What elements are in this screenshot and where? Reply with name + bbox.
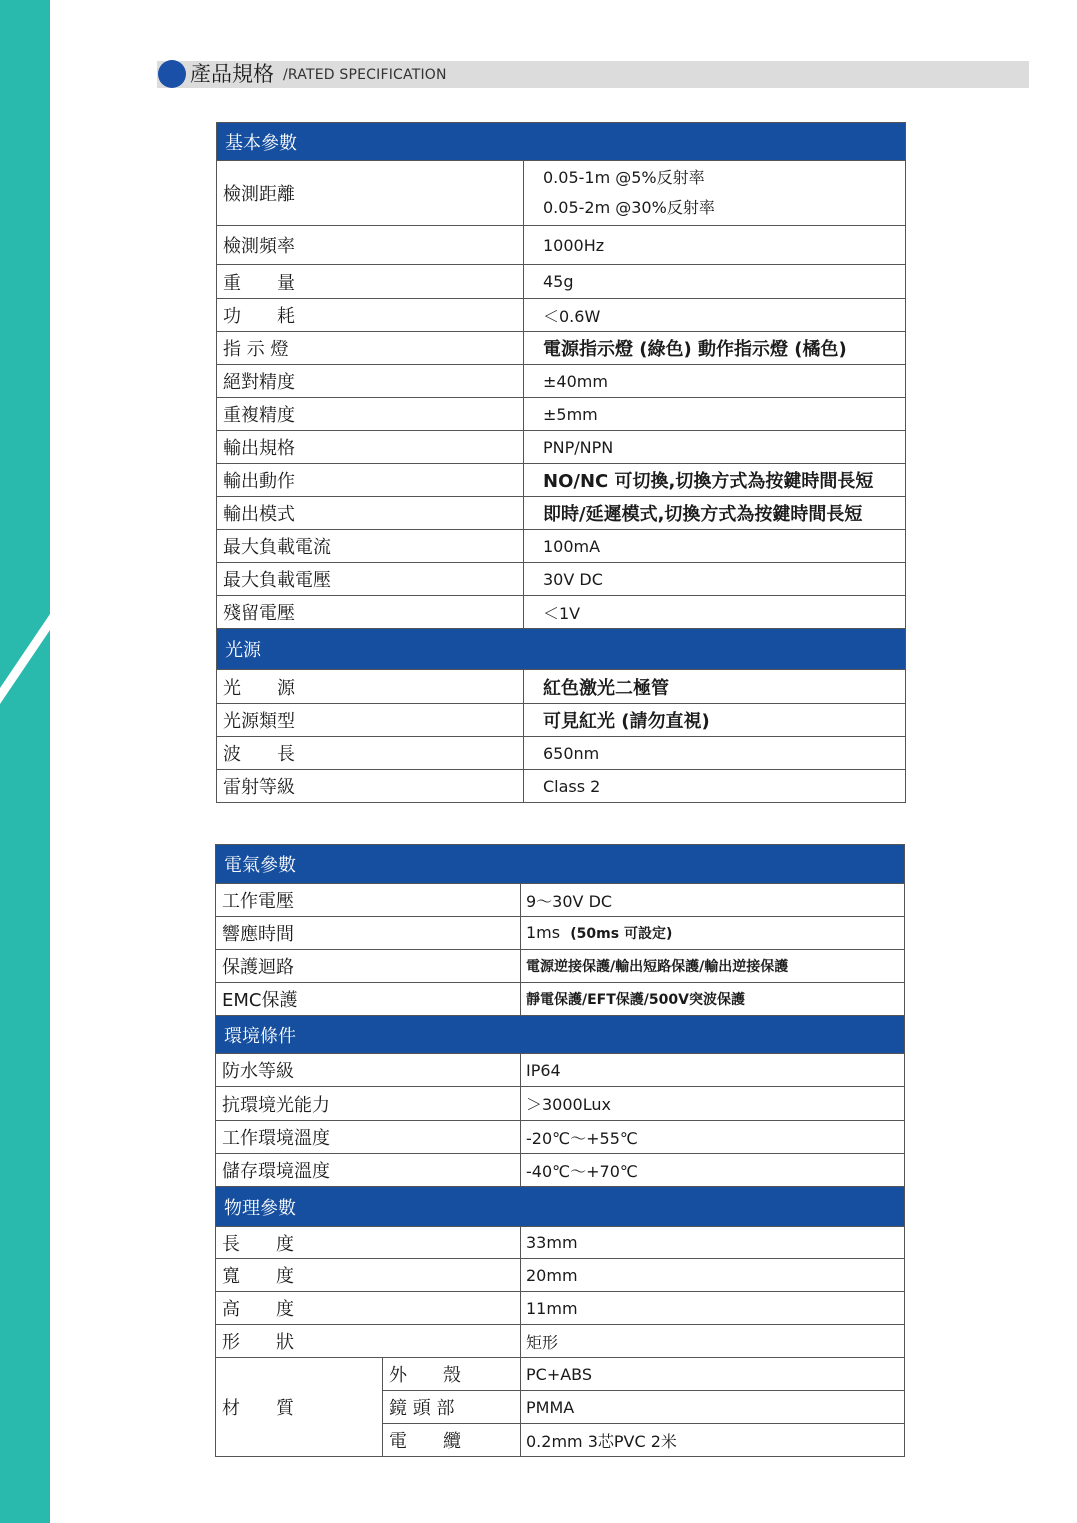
section-header-basic (217, 123, 906, 161)
row-value: Class 2 (524, 770, 906, 803)
section-header-dot (158, 60, 186, 88)
row-label: 響應時間 (216, 917, 521, 950)
table-row (217, 563, 906, 596)
row-label: 寬 度 (216, 1259, 521, 1292)
row-value: 11mm (521, 1292, 905, 1325)
row-value: NO/NC 可切換,切換方式為按鍵時間長短 (524, 464, 906, 497)
table-row (216, 983, 905, 1016)
table-row (217, 398, 906, 431)
section-title: 基本參數 (217, 123, 906, 161)
row-label: 形 狀 (216, 1325, 521, 1358)
table-row (217, 737, 906, 770)
row-label: 工作電壓 (216, 884, 521, 917)
table-row (216, 1259, 905, 1292)
value-note: (50ms 可設定) (570, 926, 673, 942)
table-row (217, 704, 906, 737)
table-row (216, 1227, 905, 1259)
table-row (217, 770, 906, 803)
table-row (216, 1087, 905, 1121)
row-value: ＞3000Lux (521, 1087, 905, 1121)
row-value: IP64 (521, 1054, 905, 1087)
row-label: 重複精度 (217, 398, 524, 431)
row-value: ＜1V (524, 596, 906, 629)
row-label: 高 度 (216, 1292, 521, 1325)
row-value: 650nm (524, 737, 906, 770)
value-line: 0.05-1m @5%反射率 (543, 168, 705, 187)
row-value: 矩形 (521, 1325, 905, 1358)
row-label: 光 源 (217, 670, 524, 704)
row-label: 雷射等級 (217, 770, 524, 803)
row-label: 檢測距離 (217, 161, 524, 226)
row-label: 抗環境光能力 (216, 1087, 521, 1121)
table-row (217, 226, 906, 265)
page-subtitle: /RATED SPECIFICATION (283, 67, 447, 83)
table-row (217, 464, 906, 497)
row-value: -20℃～+55℃ (521, 1121, 905, 1154)
row-value: 9～30V DC (521, 884, 905, 917)
section-header-light (217, 629, 906, 670)
table-row (217, 596, 906, 629)
row-label: 功 耗 (217, 299, 524, 332)
table-row (217, 530, 906, 563)
row-value: 30V DC (524, 563, 906, 596)
table-row (216, 1154, 905, 1187)
section-header-electrical (216, 845, 905, 884)
table-row (216, 1358, 905, 1391)
row-label: 保護迴路 (216, 950, 521, 983)
table-row (217, 299, 906, 332)
row-label-material: 材 質 (216, 1358, 383, 1457)
row-value: 紅色激光二極管 (524, 670, 906, 704)
row-sublabel: 電 纜 (383, 1424, 521, 1457)
row-value: -40℃～+70℃ (521, 1154, 905, 1187)
table-row (217, 265, 906, 299)
page-title: 產品規格 (190, 62, 274, 86)
row-value: ±40mm (524, 365, 906, 398)
table-row (216, 1325, 905, 1358)
section-header-environment (216, 1016, 905, 1054)
row-label: 最大負載電流 (217, 530, 524, 563)
row-label: 工作環境溫度 (216, 1121, 521, 1154)
section-title: 物理參數 (216, 1187, 905, 1227)
row-label: 波 長 (217, 737, 524, 770)
table-row (217, 497, 906, 530)
row-value (521, 917, 905, 950)
spec-table-electrical (215, 844, 905, 1457)
value-line: 0.05-2m @30%反射率 (543, 198, 715, 217)
row-label: 輸出動作 (217, 464, 524, 497)
row-value: PMMA (521, 1391, 905, 1424)
row-value: 電源指示燈 (綠色) 動作指示燈 (橘色) (524, 332, 906, 365)
row-label: 重 量 (217, 265, 524, 299)
section-title: 光源 (217, 629, 906, 670)
row-value: PNP/NPN (524, 431, 906, 464)
row-label: 輸出規格 (217, 431, 524, 464)
row-value: 可見紅光 (請勿直視) (524, 704, 906, 737)
row-label: 光源類型 (217, 704, 524, 737)
row-label: 長 度 (216, 1227, 521, 1259)
table-row (216, 884, 905, 917)
section-header-physical (216, 1187, 905, 1227)
table-row (217, 365, 906, 398)
table-row (216, 1121, 905, 1154)
table-row (217, 431, 906, 464)
row-label: 輸出模式 (217, 497, 524, 530)
row-sublabel: 外 殼 (383, 1358, 521, 1391)
section-title: 環境條件 (216, 1016, 905, 1054)
row-value: 100mA (524, 530, 906, 563)
row-value: 0.2mm 3芯PVC 2米 (521, 1424, 905, 1457)
table-row (217, 670, 906, 704)
row-value: 20mm (521, 1259, 905, 1292)
row-value (524, 161, 906, 226)
row-value: 1000Hz (524, 226, 906, 265)
section-title: 電氣參數 (216, 845, 905, 884)
table-row (216, 917, 905, 950)
row-label: 檢測頻率 (217, 226, 524, 265)
table-row (217, 161, 906, 226)
row-label: 儲存環境溫度 (216, 1154, 521, 1187)
row-value: ±5mm (524, 398, 906, 431)
row-label: 防水等級 (216, 1054, 521, 1087)
row-label: 絕對精度 (217, 365, 524, 398)
table-row (217, 332, 906, 365)
side-accent-bar (0, 0, 50, 1523)
row-sublabel: 鏡 頭 部 (383, 1391, 521, 1424)
table-row (216, 950, 905, 983)
table-row (216, 1054, 905, 1087)
row-value: 靜電保護/EFT保護/500V突波保護 (521, 983, 905, 1016)
value-main: 1ms (526, 923, 561, 942)
row-label: 指 示 燈 (217, 332, 524, 365)
row-value: 45g (524, 265, 906, 299)
row-label: 最大負載電壓 (217, 563, 524, 596)
spec-table-basic (216, 122, 906, 803)
table-row (216, 1292, 905, 1325)
row-value: 即時/延遲模式,切換方式為按鍵時間長短 (524, 497, 906, 530)
row-value: 電源逆接保護/輸出短路保護/輸出逆接保護 (521, 950, 905, 983)
side-bar-diagonal-stroke (0, 0, 50, 1523)
row-value: ＜0.6W (524, 299, 906, 332)
row-label: EMC保護 (216, 983, 521, 1016)
row-label: 殘留電壓 (217, 596, 524, 629)
row-value: PC+ABS (521, 1358, 905, 1391)
row-value: 33mm (521, 1227, 905, 1259)
